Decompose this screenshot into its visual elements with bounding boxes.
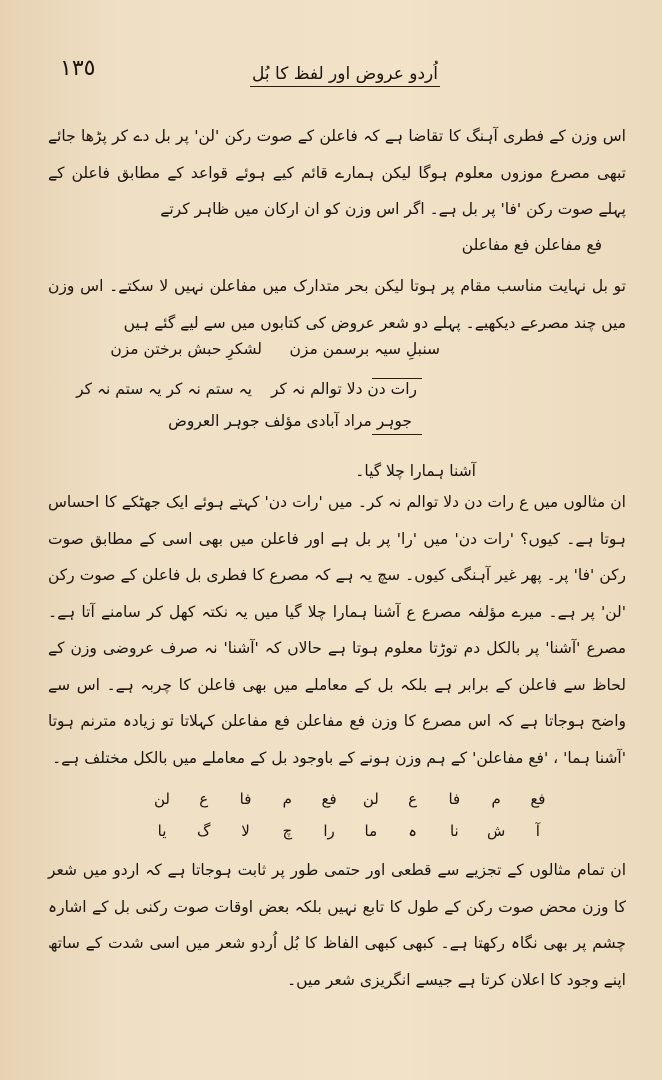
scansion-syllable: م — [491, 790, 501, 808]
verse-3: آشنا ہمارا چلا گیا۔ — [355, 462, 476, 480]
verse-1-left: لشکرِ حبش برختن مزن — [110, 340, 262, 358]
scansion-syllable: چ — [282, 822, 293, 840]
scansion-syllable: ع — [199, 790, 209, 808]
paragraph-1: اس وزن کے فطری آہنگ کا تقاضا ہے کہ فاعلن کے صوت رکن 'لن' پر بل دے کر پڑھا جائے تبھی مصرع موزوں معلوم ہوگا لیکن ہمارے قائم کیے ہوئے قواعد کے مطابق فاعلن کے پہلے صوت رکن 'فا' پر بل ہے۔ اگر اس وزن کو ان ارکان میں ظاہر کرتے — [48, 127, 626, 218]
paragraph-4: ان تمام مثالوں کے تجزیے سے قطعی اور حتمی طور پر ثابت ہوجاتا ہے کہ اردو میں شعر کا وزن محض صوت رکن کے طول کا تابع نہیں بلکہ بعض اوقات صوت رکنی بل کے اشارہ چشم پر بھی نگاہ رکھتا ہے۔ کبھی کبھی الفاظ کا بُل اُردو شعر میں اسی شدت کے ساتھ اپنے وجود کا اعلان کرتا ہے جیسے انگریزی شعر میں۔ — [48, 861, 626, 989]
scansion-syllable: فع — [321, 790, 337, 808]
scansion-syllable: ما — [364, 822, 378, 840]
page-number: ١٣٥ — [60, 56, 96, 81]
scansion-syllable: ع — [408, 790, 418, 808]
scansion-syllable: لن — [362, 790, 379, 808]
scansion-syllable: ش — [486, 822, 506, 840]
verse-1-right: سنبلِ سیہ برسمن مزن — [289, 340, 440, 358]
meter-formula: فع مفاعلن فع مفاعلن — [461, 236, 602, 254]
paragraph-3: ان مثالوں میں ع رات دن دلا توالم نہ کر۔ میں 'رات دن' کہتے ہوئے ایک جھٹکے کا احساس ہوتا ہے۔ کیوں؟ 'رات دن' میں 'را' پر بل ہے اور فاعلن میں بھی اسی کے مطابق صوت رکن 'فا' پر۔ پھر غیر آہنگی کیوں۔ سچ یہ ہے کہ مصرع کا فطری بل فاعلن کے صوت رکن 'لن' پر ہے۔ میرے مؤلفہ مصرع ع آشنا ہمارا چلا گیا میں یہ نکتہ کھل کر سامنے آتا ہے۔ مصرع 'آشنا' پر بالکل دم توڑتا معلوم ہوتا ہے حالاں کہ 'آشنا' نہ صرف عروضی وزن کے لحاظ سے فاعلن کے برابر ہے بلکہ بل کے معاملے میں بھی فاعلن کا چربہ ہے۔ اس سے واضح ہوجاتا ہے کہ اس مصرع کا وزن فع مفاعلن فع مفاعلن کہلاتا تو زیادہ مترنم ہوتا 'آشنا ہما' ، 'فع مفاعلن' کے ہم وزن ہونے کے باوجود بل کے معاملے میں بالکل مختلف ہے۔ — [48, 493, 626, 767]
scansion-syllable: فع — [530, 790, 546, 808]
scansion-syllable: ہ — [408, 822, 417, 840]
running-head: اُردو عروض اور لفظ کا بُل — [250, 64, 440, 87]
verse-attribution: جوہر مراد آبادی مؤلف جوہر العروض — [168, 412, 412, 430]
scansion-syllable: لن — [154, 790, 170, 808]
scansion-syllable: را — [323, 822, 335, 840]
scansion-row-meter — [150, 790, 550, 808]
paragraph-2: تو بل نہایت مناسب مقام پر ہوتا لیکن بحر متدارک میں مفاعلن نہیں لا سکتے۔ اس وزن میں چند مصرعے دیکھیے۔ پہلے دو شعر عروض کی کتابوں میں سے لیے گئے ہیں — [48, 277, 626, 332]
scansion-syllable: یا — [157, 822, 167, 840]
verse-dash-2 — [372, 434, 422, 435]
scansion-syllable: فا — [239, 790, 252, 808]
scansion-syllable: فا — [448, 790, 461, 808]
scansion-syllable: م — [282, 790, 292, 808]
verse-2-right: رات دن دلا توالم نہ کر — [270, 380, 417, 398]
scansion-syllable: لا — [241, 822, 250, 840]
verse-2-left: یہ ستم نہ کر یہ ستم نہ کر — [76, 380, 252, 398]
scansion-syllable: نا — [449, 822, 459, 840]
scansion-syllable: آ — [535, 822, 540, 840]
scansion-row-verse — [150, 822, 550, 840]
verse-dash-1 — [372, 378, 422, 379]
scansion-syllable: گ — [197, 822, 211, 840]
